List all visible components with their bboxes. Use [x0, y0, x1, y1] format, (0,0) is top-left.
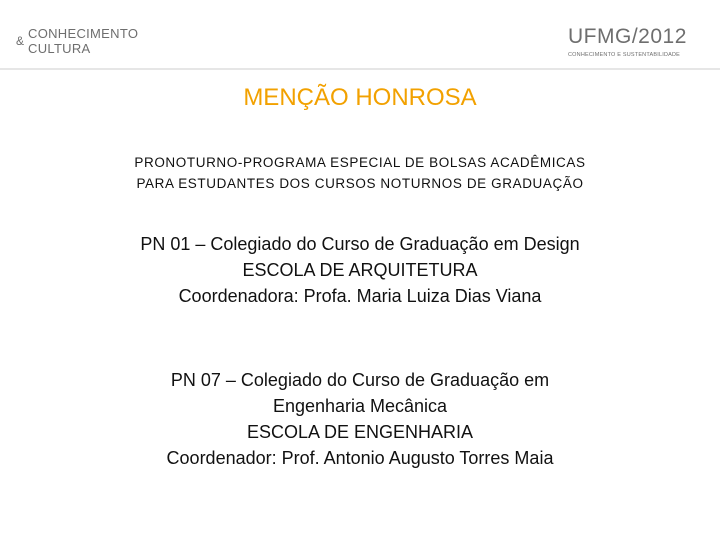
entry-line: Engenharia Mecânica — [272, 396, 448, 416]
program-name-line-2: PARA ESTUDANTES DOS CURSOS NOTURNOS DE GRADUAÇÃO — [136, 176, 584, 191]
entry-line: ESCOLA DE ARQUITETURA — [242, 260, 478, 280]
conhecimento-cultura-logo — [16, 26, 138, 56]
program-name — [0, 152, 720, 194]
logo-ampersand: & — [16, 34, 25, 48]
logo-line-2: CULTURA — [28, 41, 91, 56]
entry-line: Coordenadora: Profa. Maria Luiza Dias Viana — [178, 286, 542, 306]
award-entry-pn01 — [0, 231, 720, 309]
slide-title — [0, 84, 720, 112]
entry-line: ESCOLA DE ENGENHARIA — [246, 422, 474, 442]
entry-line: PN 01 – Colegiado do Curso de Graduação em Design — [140, 234, 580, 254]
award-entry-pn07 — [0, 367, 720, 471]
ufmg-logo-subtitle: CONHECIMENTO E SUSTENTABILIDADE — [568, 52, 681, 58]
ufmg-logo-main: UFMG/2012 — [568, 25, 687, 48]
logo-line-1: CONHECIMENTO — [28, 26, 139, 41]
program-name-line-1: PRONOTURNO-PROGRAMA ESPECIAL DE BOLSAS ACADÊMICAS — [134, 155, 586, 170]
header-divider — [0, 68, 720, 70]
slide-title-text: MENÇÃO HONROSA — [243, 84, 477, 111]
entry-line: PN 07 – Colegiado do Curso de Graduação em — [170, 370, 550, 390]
entry-line: Coordenador: Prof. Antonio Augusto Torres Maia — [166, 448, 554, 468]
ufmg-2012-logo — [568, 26, 708, 59]
slide-header — [0, 0, 720, 70]
